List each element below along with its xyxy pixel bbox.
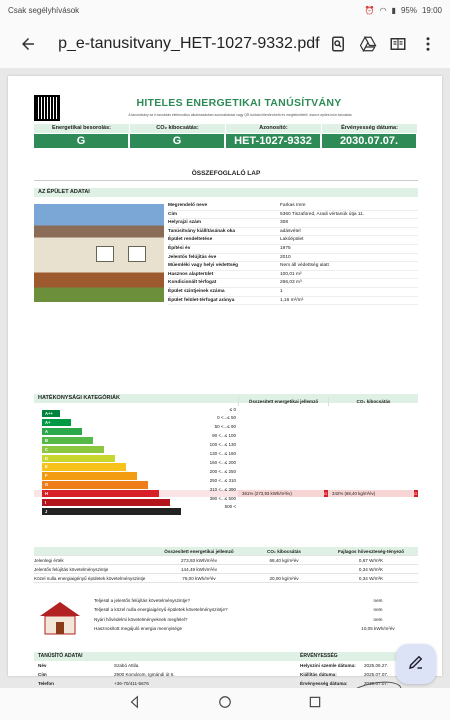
building-section-header: AZ ÉPÜLET ADATAI — [34, 188, 418, 197]
battery-text: 95% — [400, 5, 417, 15]
efficiency-bar: G — [42, 481, 148, 488]
property-key: Épület rendeltetése — [168, 237, 213, 243]
requirement-answer: 10,05 kWh/m²év — [361, 626, 395, 632]
validity-key: Kiállítás dátuma: — [300, 672, 337, 678]
property-value: Farkas Imre — [280, 203, 306, 208]
qr-code — [34, 95, 60, 121]
pen-icon — [407, 653, 425, 676]
table-cell: 0,34 W/m³K — [358, 567, 384, 572]
efficiency-range: 130 <...≤ 160 — [209, 451, 236, 457]
status-bar — [0, 0, 450, 20]
scale-header-co2: CO₂ kibocsátás — [328, 397, 418, 406]
property-row — [168, 245, 418, 254]
wifi-icon: ◠ — [379, 5, 387, 15]
property-value: 100,01 m² — [280, 271, 302, 277]
property-row — [168, 271, 418, 280]
certifier-row — [34, 661, 296, 670]
pdf-viewer[interactable] — [0, 68, 450, 688]
certificate-title: HITELES ENERGETIKAI TANÚSÍTVÁNY — [136, 97, 342, 109]
efficiency-bar: I — [42, 499, 170, 506]
validity-date-value: 2030.07.07. — [322, 134, 418, 148]
validity-section-header: ÉRVÉNYESSÉG — [300, 653, 338, 659]
header-values — [34, 134, 418, 148]
header-label: CO₂ kibocsátás: — [130, 124, 226, 133]
efficiency-range: 90 <...≤ 100 — [212, 433, 236, 439]
clock-text: 19:00 — [421, 5, 442, 15]
nav-recents-icon[interactable] — [308, 695, 322, 714]
table-header: CO₂ kibocsátás — [267, 549, 301, 554]
certifier-value: Szabó Attila — [114, 663, 139, 668]
property-row — [168, 279, 418, 288]
co2-marker: 342% (68,40 kg/m²év) — [328, 490, 414, 497]
certificate-subtitle: A tanúsítvány az e-tanúsítás elektronikus alkalmazásban azonosítással vagy QR-kóddal ellenőrizhető és megtekinthető: www.e-epites.hu/e-tanusitas — [128, 113, 352, 117]
certifier-value: +36-70/411-5676 — [114, 681, 149, 687]
efficiency-bar: A++ — [42, 410, 60, 417]
alarm-icon: ⏰ — [364, 5, 375, 15]
property-key: Épület szintjeinek száma — [168, 288, 225, 294]
back-arrow-icon[interactable] — [16, 30, 40, 58]
property-value: Lakóépület — [280, 237, 304, 243]
requirement-question: Teljesül a közel nulla energiaigényű épületek követelményszintje? — [94, 607, 228, 613]
property-row — [168, 236, 418, 245]
validity-value: 2025.07.07. — [364, 672, 389, 678]
validity-key: Érvényesség dátuma: — [300, 681, 348, 687]
validity-key: Helyszíni szemle dátuma: — [300, 663, 356, 668]
property-value: 1,16 m²/m³ — [280, 297, 304, 303]
certifier-row — [34, 670, 296, 679]
table-header: Fajlagos hőveszteség-tényező — [337, 549, 405, 554]
certifier-key: Telefon — [38, 681, 54, 687]
app-bar — [0, 20, 450, 68]
efficiency-bar: A+ — [42, 419, 71, 426]
table-cell: Jelenlegi érték — [34, 558, 64, 563]
property-key: Tanúsítvány kiállításának oka — [168, 228, 236, 234]
property-value: 1 — [280, 288, 283, 294]
requirement-answer: nem — [373, 616, 383, 622]
table-header-row — [34, 547, 418, 556]
property-row — [168, 228, 418, 237]
table-cell: 20,00 kg/m²év — [269, 576, 299, 581]
table-row — [34, 565, 418, 574]
property-key: Műemléki vagy helyi védettség — [168, 263, 239, 269]
certificate-id-value: HET-1027-9332 — [226, 134, 322, 148]
efficiency-bar: B — [42, 437, 93, 444]
efficiency-bar: J — [42, 508, 181, 515]
requirement-row — [94, 624, 418, 633]
property-row — [168, 254, 418, 263]
property-key: Építési év — [168, 245, 191, 251]
efficiency-bar: F — [42, 472, 137, 479]
property-value: 5360 Tiszafüred, Aradi vértanúk útja 11. — [280, 211, 365, 217]
efficiency-range: 200 <...≤ 250 — [209, 468, 236, 474]
property-key: Jelentős felújítás éve — [168, 254, 217, 260]
efficiency-bar: D — [42, 455, 115, 462]
property-key: Cím — [168, 211, 178, 217]
property-row — [168, 262, 418, 271]
certifier-section-header: TANÚSÍTÓ ADATAI — [38, 653, 83, 659]
property-row — [168, 219, 418, 228]
summary-title: ÖSSZEFOGLALÓ LAP — [34, 170, 418, 181]
table-cell: 0,67 W/m³K — [358, 558, 384, 563]
efficiency-bar: E — [42, 463, 126, 470]
reader-mode-icon[interactable] — [386, 30, 410, 58]
property-row — [168, 211, 418, 220]
efficiency-range: 0 <...≤ 50 — [217, 415, 236, 421]
navigation-bar — [0, 688, 450, 720]
requirements-list — [94, 596, 418, 634]
certifier-key: Név — [38, 663, 47, 668]
certifier-key: Cím — [38, 672, 47, 678]
property-key: Hasznos alapterület — [168, 271, 214, 277]
building-photo — [34, 204, 164, 302]
energy-class-tag: G — [324, 491, 328, 497]
requirement-answer: nem — [373, 607, 383, 613]
validity-value: 2025.06.27. — [364, 663, 389, 668]
efficiency-range: 250 <...≤ 310 — [209, 477, 236, 483]
house-icon — [38, 598, 82, 636]
table-cell: Jelentős felújítás követelményszintje — [34, 567, 109, 572]
property-value: 308 — [280, 220, 289, 226]
efficiency-range: 160 <...≤ 200 — [209, 459, 236, 465]
efficiency-range: ≤ 0 — [229, 406, 236, 412]
building-properties — [168, 202, 418, 305]
efficiency-bar: C — [42, 446, 104, 453]
file-title: p_e-tanusitvany_HET-1027-9332.pdf — [58, 35, 320, 52]
carrier-text: Csak segélyhívások — [8, 5, 80, 15]
efficiency-range: 100 <...≤ 130 — [209, 442, 236, 448]
property-row — [168, 288, 418, 297]
co2-class-tag: G — [414, 491, 418, 497]
header-label: Energetikai besorolás: — [34, 124, 130, 133]
property-value: Nem áll védettség alatt — [280, 263, 329, 269]
table-cell: 76,00 kWh/m²év — [182, 576, 216, 581]
search-document-icon[interactable] — [326, 30, 350, 58]
header-label: Érvényesség dátuma: — [322, 124, 418, 133]
table-cell — [244, 565, 324, 573]
table-cell: Közel nulla energiaigényű épületek követelményszintje — [34, 576, 146, 581]
validity-value: 2030.07.07. — [364, 681, 389, 687]
values-table — [34, 547, 418, 583]
efficiency-scale — [34, 399, 418, 544]
requirement-question: Hasznosított megújuló energia mennyisége — [94, 626, 183, 632]
header-label: Azonosító: — [226, 124, 322, 133]
property-value: adásvétel — [280, 228, 301, 234]
efficiency-range: 310 <...≤ 390 — [209, 486, 236, 492]
property-row — [168, 202, 418, 211]
table-row — [34, 574, 418, 583]
more-options-icon[interactable] — [416, 30, 440, 58]
table-row — [34, 556, 418, 565]
property-key: Megrendelő neve — [168, 203, 208, 208]
pdf-page[interactable] — [8, 76, 442, 687]
efficiency-bar: A — [42, 428, 82, 435]
table-cell: 144,49 kWh/m²év — [181, 567, 217, 572]
header-labels — [34, 124, 418, 133]
requirement-row — [94, 605, 418, 614]
annotate-button[interactable] — [396, 644, 436, 684]
certifier-value: 2900 Komárom, Igmándi út 6. — [114, 672, 175, 678]
efficiency-range: 50 <...≤ 90 — [214, 424, 236, 430]
property-value: 266,03 m³ — [280, 280, 302, 286]
property-key: Kondicionált térfogat — [168, 280, 217, 286]
property-key: Helyrajzi szám — [168, 220, 202, 226]
efficiency-bar: H — [42, 490, 159, 497]
efficiency-range: 390 <...≤ 500 — [209, 495, 236, 501]
scale-headers — [238, 397, 418, 406]
requirement-question: Nyári hővédelmi követelményeknek megfelel? — [94, 616, 188, 622]
requirement-answer: nem — [373, 598, 383, 603]
energy-class-value: G — [34, 134, 130, 148]
table-cell: 0,34 W/m³K — [358, 576, 384, 581]
battery-icon: ▮ — [391, 5, 396, 15]
drive-add-icon[interactable] — [356, 30, 380, 58]
requirement-question: Teljesül a jelentős felújítás követelményszintje? — [94, 598, 191, 603]
table-cell: 68,40 kg/m²év — [269, 558, 299, 563]
property-key: Épület felület-térfogat aránya — [168, 297, 235, 303]
efficiency-section-header: HATÉKONYSÁGI KATEGÓRIÁK — [34, 394, 418, 403]
nav-back-icon[interactable] — [128, 695, 142, 714]
property-value: 1975 — [280, 245, 291, 251]
requirement-row — [94, 596, 418, 605]
table-cell: 273,93 kWh/m²év — [181, 558, 217, 563]
table-header: Összesített energetikai jellemző — [164, 549, 234, 554]
property-value: 2010 — [280, 254, 291, 260]
certificate-header — [34, 93, 418, 145]
co2-class-value: G — [130, 134, 226, 148]
energy-marker: 361% (273,93 kWh/m²év) — [238, 490, 324, 497]
scale-header-energy: Összesített energetikai jellemző — [238, 397, 328, 406]
requirement-row — [94, 615, 418, 624]
nav-home-icon[interactable] — [218, 695, 232, 714]
property-row — [168, 297, 418, 306]
efficiency-range: 500 < — [224, 504, 236, 510]
